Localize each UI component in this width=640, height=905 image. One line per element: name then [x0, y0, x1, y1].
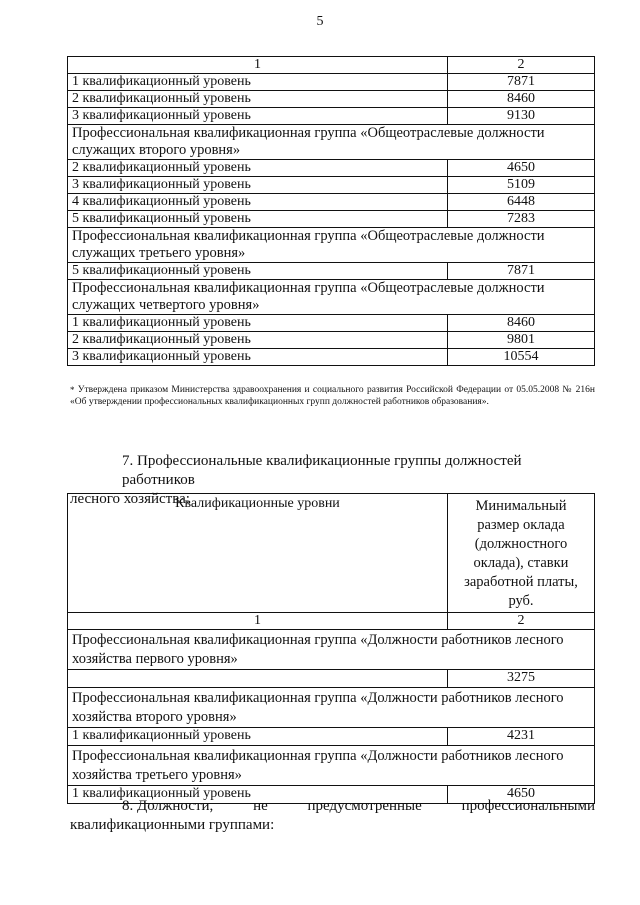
level-label: 1 квалификационный уровень [68, 728, 448, 746]
column-header-salary: Минимальный размер оклада (должностного оклада), ставки заработной платы, руб. [448, 494, 595, 613]
salary-value: 5109 [448, 177, 595, 194]
salary-value: 4650 [448, 160, 595, 177]
section-7-line-1: 7. Профессиональные квалификационные группы должностей работников [122, 453, 522, 488]
table-row [68, 194, 595, 211]
section-7-line-2: лесного хозяйства: [70, 491, 190, 507]
group-label: Профессиональная квалификационная группа «Общеотраслевые должности служащих второго уровня» [68, 125, 595, 160]
table-row [68, 177, 595, 194]
level-label: 2 квалификационный уровень [68, 91, 448, 108]
forestry-qualification-table [67, 493, 595, 804]
level-label: 3 квалификационный уровень [68, 349, 448, 366]
table-row [68, 108, 595, 125]
salary-value: 4650 [448, 786, 595, 804]
section-8-line-2: квалификационными группами: [70, 817, 275, 833]
column-number-2: 2 [448, 57, 595, 74]
group-label: Профессиональная квалификационная группа «Должности работников лесного хозяйства первого уровня» [68, 630, 595, 670]
salary-value: 3275 [448, 670, 595, 688]
group-label: Профессиональная квалификационная группа «Должности работников лесного хозяйства второго уровня» [68, 688, 595, 728]
page-number: 5 [316, 14, 324, 29]
table-header-row [68, 494, 595, 613]
footnote-marker: * [70, 385, 75, 395]
section-8-word: профессиональными [461, 798, 595, 814]
group-row [68, 280, 595, 315]
table-column-numbers [68, 57, 595, 74]
table-row [68, 74, 595, 91]
table-row [68, 315, 595, 332]
level-label: 5 квалификационный уровень [68, 211, 448, 228]
section-8-word: не [253, 798, 268, 814]
salary-value: 8460 [448, 315, 595, 332]
level-label: 2 квалификационный уровень [68, 160, 448, 177]
level-label: 4 квалификационный уровень [68, 194, 448, 211]
column-number-1: 1 [68, 613, 448, 630]
column-number-2: 2 [448, 613, 595, 630]
table-row [68, 332, 595, 349]
section-8-word: предусмотренные [307, 798, 422, 814]
level-label: 3 квалификационный уровень [68, 108, 448, 125]
group-row [68, 125, 595, 160]
level-label: 1 квалификационный уровень [68, 74, 448, 91]
table-row [68, 728, 595, 746]
group-label: Профессиональная квалификационная группа «Общеотраслевые должности служащих четвертого уровня» [68, 280, 595, 315]
footnote-text: Утверждена приказом Министерства здравоохранения и социального развития Российской Федерации от 05.05.2008 № 216н «Об утверждении профессиональных квалификационных групп должностей работников образования». [70, 385, 595, 407]
level-label: 1 квалификационный уровень [68, 315, 448, 332]
level-label: 3 квалификационный уровень [68, 177, 448, 194]
table-row [68, 263, 595, 280]
table-row [68, 349, 595, 366]
table-row [68, 160, 595, 177]
section-8-word: 8. Должности, [122, 798, 214, 814]
table-row [68, 211, 595, 228]
table-row [68, 91, 595, 108]
salary-value: 9801 [448, 332, 595, 349]
level-label: 2 квалификационный уровень [68, 332, 448, 349]
salary-value: 10554 [448, 349, 595, 366]
section-8-heading [70, 797, 595, 835]
section-8-line-1 [70, 797, 595, 816]
level-label [68, 670, 448, 688]
group-row [68, 228, 595, 263]
salary-value: 9130 [448, 108, 595, 125]
group-row [68, 746, 595, 786]
salary-value: 7283 [448, 211, 595, 228]
table-column-numbers [68, 613, 595, 630]
salary-value: 7871 [448, 74, 595, 91]
level-label: 5 квалификационный уровень [68, 263, 448, 280]
group-label: Профессиональная квалификационная группа «Общеотраслевые должности служащих третьего уровня» [68, 228, 595, 263]
salary-value: 6448 [448, 194, 595, 211]
level-label: 1 квалификационный уровень [68, 786, 448, 804]
group-label: Профессиональная квалификационная группа «Должности работников лесного хозяйства третьего уровня» [68, 746, 595, 786]
table-row [68, 670, 595, 688]
column-header-levels: Квалификационные уровни [68, 494, 448, 613]
qualification-table-continued [67, 56, 595, 366]
salary-value: 4231 [448, 728, 595, 746]
salary-value: 8460 [448, 91, 595, 108]
footnote [70, 384, 595, 408]
salary-value: 7871 [448, 263, 595, 280]
column-number-1: 1 [68, 57, 448, 74]
group-row [68, 630, 595, 670]
group-row [68, 688, 595, 728]
